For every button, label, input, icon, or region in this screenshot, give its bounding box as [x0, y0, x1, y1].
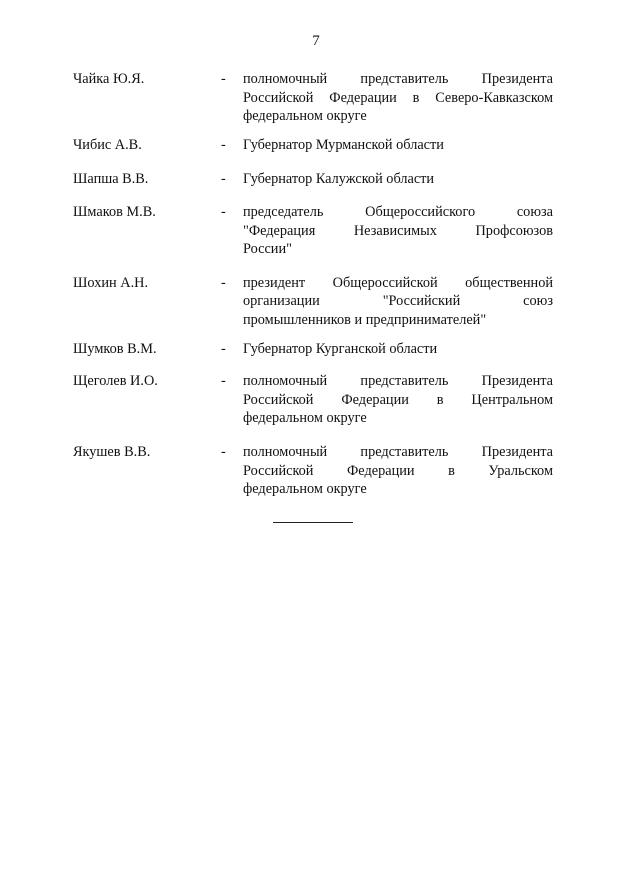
person-name: Шапша В.В.: [73, 171, 149, 188]
description-line: полномочный представитель Президента: [243, 373, 553, 390]
description-line: Губернатор Курганской области: [243, 340, 438, 357]
description-line: председатель Общероссийского союза: [243, 203, 553, 220]
description-line: Российской Федерации в Северо-Кавказском: [243, 89, 553, 106]
description-line: Губернатор Мурманской области: [243, 136, 444, 153]
description-line: федеральном округе: [243, 410, 367, 427]
position-description: [243, 274, 553, 330]
position-description: [243, 203, 553, 259]
description-line: Губернатор Калужской области: [243, 171, 435, 188]
dash-separator: -: [221, 373, 226, 390]
list-item: [73, 136, 553, 155]
dash-separator: -: [221, 171, 226, 188]
member-list: [73, 70, 553, 499]
position-description: [243, 170, 553, 189]
list-item: [73, 443, 553, 499]
dash-separator: -: [221, 203, 226, 220]
dash-separator: -: [221, 274, 226, 291]
dash-separator: -: [221, 340, 226, 357]
dash-separator: -: [221, 136, 226, 153]
person-name: Щеголев И.О.: [73, 373, 158, 390]
position-description: [243, 372, 553, 428]
description-line: "Федерация Независимых Профсоюзов: [243, 222, 553, 239]
description-line: федеральном округе: [243, 108, 367, 125]
description-line: Российской Федерации в Центральном: [243, 391, 553, 408]
person-name: Чибис А.В.: [73, 136, 142, 153]
description-line: России": [243, 241, 292, 258]
list-item: [73, 203, 553, 259]
person-name: Чайка Ю.Я.: [73, 71, 145, 87]
person-name: Якушев В.В.: [73, 443, 151, 460]
list-item: [73, 170, 553, 189]
position-description: [243, 443, 553, 499]
list-item: [73, 340, 553, 359]
dash-separator: -: [221, 443, 226, 460]
description-line: полномочный представитель Президента: [243, 71, 553, 87]
description-line: Российской Федерации в Уральском: [243, 462, 553, 479]
person-name: Шмаков М.В.: [73, 203, 156, 220]
position-description: [243, 136, 553, 155]
person-name: Шумков В.М.: [73, 340, 157, 357]
list-item: [73, 70, 553, 126]
description-line: президент Общероссийской общественной: [243, 274, 553, 291]
end-of-list-rule: [273, 522, 353, 523]
description-line: федеральном округе: [243, 481, 367, 498]
person-name: Шохин А.Н.: [73, 274, 149, 291]
description-line: промышленников и предпринимателей": [243, 311, 487, 328]
description-line: полномочный представитель Президента: [243, 443, 553, 460]
position-description: [243, 70, 553, 126]
list-item: [73, 372, 553, 428]
dash-separator: -: [221, 71, 226, 87]
page-number: 7: [312, 33, 320, 49]
description-line: организации "Российский союз: [243, 293, 553, 310]
list-item: [73, 274, 553, 330]
position-description: [243, 340, 553, 359]
